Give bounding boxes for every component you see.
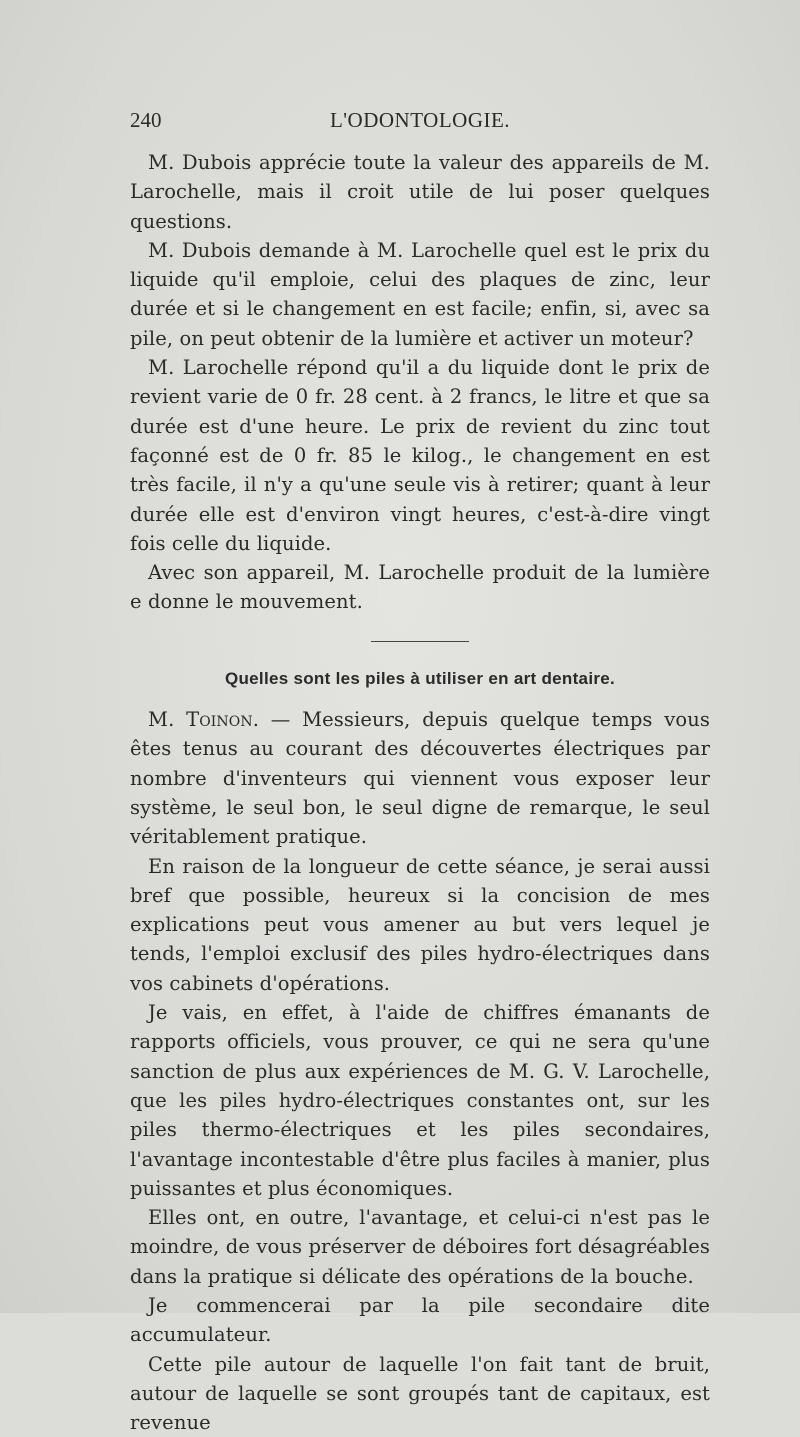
- page-body: [130, 148, 710, 1437]
- paragraph: M. Dubois demande à M. Larochelle quel est le prix du liquide qu'il emploie, celui des plaques de zinc, leur durée et si le changement en est facile; enfin, si, avec sa pile, on peut obtenir de la lumière et activer un moteur?: [130, 238, 710, 350]
- running-title: L'ODONTOLOGIE.: [329, 108, 511, 132]
- paragraph: Je vais, en effet, à l'aide de chiffres émanants de rapports officiels, vous prouver, ce qui ne sera qu'une sanction de plus aux expériences de M. G. V. Larochelle, que les piles hydro-électriques constantes ont, sur les piles thermo-électriques et les piles secondaires, l'avantage incontestable d'être plus faciles à manier, plus puissantes et plus économiques.: [130, 1001, 710, 1200]
- paragraph-toinon: [130, 705, 710, 851]
- paragraph: Avec son appareil, M. Larochelle produit de la lumière e donne le mouvement.: [130, 561, 710, 614]
- paragraph: M. Dubois apprécie toute la valeur des appareils de M. Larochelle, mais il croit utile de lui poser quelques questions.: [130, 151, 710, 233]
- paragraph: M. Larochelle répond qu'il a du liquide dont le prix de revient varie de 0 fr. 28 cent. à 2 francs, le litre et que sa durée est d'une heure. Le prix de revient du zinc tout façonné est de 0 fr. 85 le kilog., le changement en est très facile, il n'y a qu'une seule vis à retirer; quant à leur durée elle est d'environ vingt heures, c'est-à-dire vingt fois celle du liquide.: [130, 356, 710, 555]
- paragraph: Elles ont, en outre, l'avantage, et celui-ci n'est pas le moindre, de vous préserver de déboires fort désagréables dans la pratique si délicate des opérations de la bouche.: [130, 1206, 710, 1288]
- section-heading: Quelles sont les piles à utiliser en art dentaire.: [224, 668, 616, 688]
- page-header: [130, 108, 710, 138]
- page-number: 240: [130, 108, 162, 132]
- speaker-text: . — Messieurs, depuis quelque temps vous êtes tenus au courant des découvertes électriques par nombre d'inventeurs qui viennent vous exposer leur système, le seul bon, le seul digne de remarque, le seul véritablement pratique.: [130, 708, 710, 849]
- speaker-prefix: M.: [148, 708, 187, 732]
- section-divider: [371, 641, 469, 642]
- speaker-name: Toinon: [186, 708, 253, 732]
- paragraph: Je commencerai par la pile secondaire dite accumulateur.: [130, 1293, 710, 1347]
- paragraph: Cette pile autour de laquelle l'on fait tant de bruit, autour de laquelle se sont groupés tant de capitaux, est revenue: [130, 1352, 710, 1435]
- paragraph: En raison de la longueur de cette séance, je serai aussi bref que possible, heureux si la concision de mes explications peut vous amener au but vers lequel je tends, l'emploi exclusif des piles hydro-électriques dans vos cabinets d'opérations.: [130, 854, 710, 995]
